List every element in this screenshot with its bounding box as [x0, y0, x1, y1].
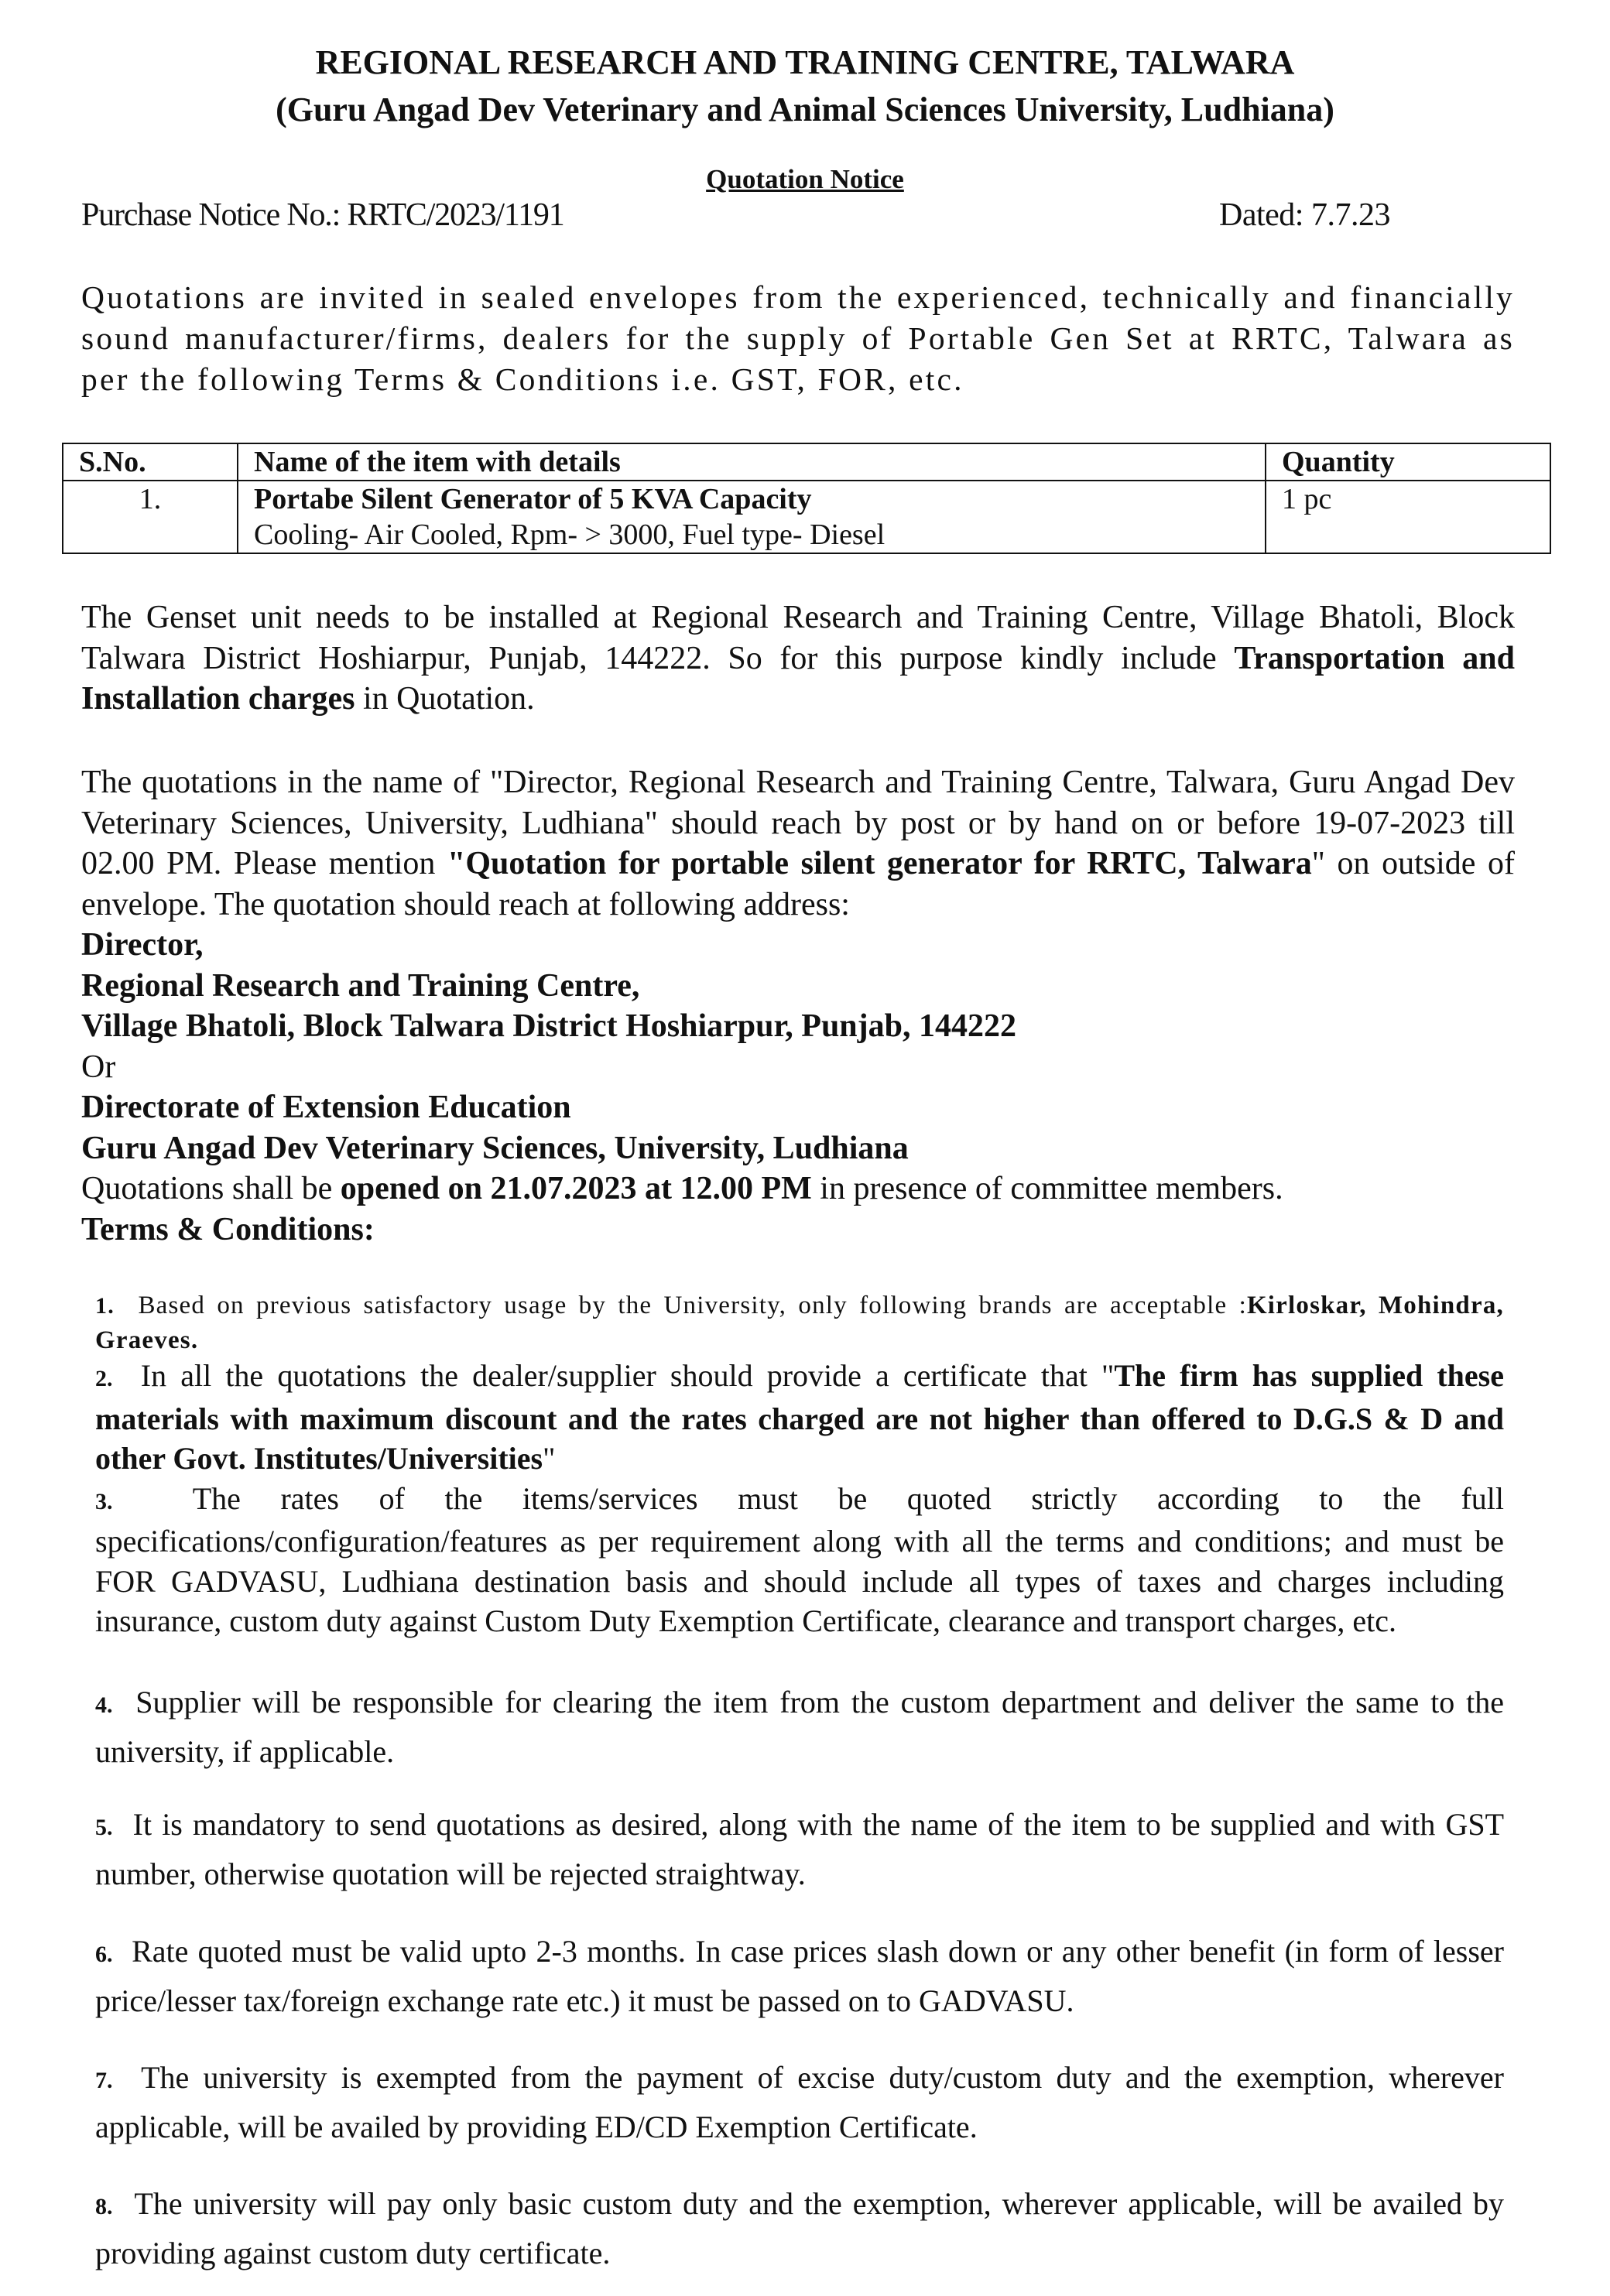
submission-text: The quotations in the name of "Director, Regional Research and Training Centre, Talwara, Guru Angad Dev Veterinary Sciences, University, Ludhiana" should reach by post or by hand on or before 19-07-2023 till 02.00 PM. Please mention: [81, 765, 1515, 881]
term-item: [95, 2181, 1504, 2277]
university-subtitle: (Guru Angad Dev Veterinary and Animal Sciences University, Ludhiana): [276, 91, 1334, 128]
table-row: [63, 481, 1550, 553]
term-tail: ": [543, 1441, 556, 1476]
term-number: 6.: [95, 1942, 113, 1967]
term-item: [95, 1479, 1504, 1641]
items-table: [62, 443, 1551, 554]
header-sno: S.No.: [63, 443, 238, 481]
installation-paragraph: [81, 597, 1515, 720]
cell-sno: 1.: [63, 481, 238, 553]
term-text: Rate quoted must be valid upto 2-3 months. In case prices slash down or any other benefit (in form of lesser price/lesser tax/foreign exchange rate etc.) it must be passed on to GADVASU.: [95, 1934, 1504, 2018]
term-item: [95, 2055, 1504, 2151]
address-line: Regional Research and Training Centre,: [81, 967, 640, 1004]
address-line: Director,: [81, 927, 204, 963]
purchase-notice-number: Purchase Notice No.: RRTC/2023/1191: [81, 197, 564, 233]
installation-tail: in Quotation.: [355, 681, 535, 717]
opening-line: [81, 1169, 1515, 1210]
table-header-row: [63, 443, 1550, 481]
term-bold: The firm has supplied these materials with maximum discount and the rates charged are not higher than offered to D.G.S & D and other Govt. Institutes/Universities: [95, 1358, 1505, 1476]
notice-type-heading: Quotation Notice: [706, 164, 904, 194]
notice-date: Dated: 7.7.23: [1219, 197, 1390, 233]
term-text: The university will pay only basic custom duty and the exemption, wherever applicable, will be availed by providing against custom duty certificate.: [95, 2186, 1504, 2270]
term-number: 8.: [95, 2194, 113, 2219]
submission-tail: " on outside of envelope. The quotation should reach at following address:: [81, 846, 1515, 922]
opening-post: in presence of committee members.: [811, 1171, 1283, 1206]
header-quantity: Quantity: [1266, 443, 1550, 481]
or-separator: Or: [81, 1049, 116, 1085]
opening-pre: Quotations shall be: [81, 1171, 341, 1206]
term-group: [95, 1356, 1504, 1641]
envelope-label-bold: "Quotation for portable silent generator for RRTC, Talwara: [447, 846, 1312, 881]
term-text: The rates of the items/services must be quoted strictly according to the full specifications/configuration/features as per requirement along with all the terms and conditions; and must be FOR GADVASU, Ludhiana destination basis and should include all types of taxes and charges including insurance, custom duty against Custom Duty Exemption Certificate, clearance and transport charges, etc.: [95, 1480, 1505, 1638]
item-name: Portabe Silent Generator of 5 KVA Capacity: [254, 483, 812, 515]
term-item: [95, 1802, 1504, 1897]
term-number: 2.: [95, 1366, 113, 1391]
submission-section: [81, 762, 1515, 1250]
header-item-name: Name of the item with details: [238, 443, 1266, 481]
term-number: 7.: [95, 2068, 113, 2093]
term-number: 3.: [95, 1488, 113, 1514]
address-line: Guru Angad Dev Veterinary Sciences, University, Ludhiana: [81, 1130, 909, 1166]
term-text: In all the quotations the dealer/supplier should provide a certificate that ": [140, 1358, 1115, 1393]
cell-item: [238, 481, 1266, 553]
address-line: Directorate of Extension Education: [81, 1090, 571, 1125]
term-bold: Kirloskar, Mohindra, Graeves.: [95, 1292, 1504, 1354]
term-number: 4.: [95, 1692, 113, 1718]
term-number: 5.: [95, 1815, 113, 1840]
installation-bold: Transportation and Installation charges: [81, 640, 1515, 717]
submission-paragraph: [81, 762, 1515, 925]
term-item: [95, 1679, 1504, 1775]
term-item: [95, 1356, 1504, 1479]
institution-title: REGIONAL RESEARCH AND TRAINING CENTRE, TALWARA: [315, 43, 1295, 81]
term-text: Based on previous satisfactory usage by the University, only following brands are acceptable :: [138, 1292, 1247, 1319]
opening-bold: opened on 21.07.2023 at 12.00 PM: [340, 1171, 812, 1206]
cell-quantity: 1 pc: [1266, 481, 1550, 553]
item-details: Cooling- Air Cooled, Rpm- > 3000, Fuel type- Diesel: [254, 518, 886, 551]
installation-text: The Genset unit needs to be installed at Regional Research and Training Centre, Village Bhatoli, Block Talwara District Hoshiarpur, Punjab, 144222. So for this purpose kindly include: [81, 600, 1515, 676]
term-text: Supplier will be responsible for clearing the item from the custom department and deliver the same to the university, if applicable.: [95, 1685, 1505, 1769]
term-text: The university is exempted from the payment of excise duty/custom duty and the exemption, wherever applicable, will be availed by providing ED/CD Exemption Certificate.: [95, 2060, 1505, 2144]
address-line: Village Bhatoli, Block Talwara District Hoshiarpur, Punjab, 144222: [81, 1008, 1017, 1044]
term-item: [95, 1928, 1504, 2024]
intro-paragraph: Quotations are invited in sealed envelopes from the experienced, technically and financially sound manufacturer/firms, dealers for the supply of Portable Gen Set at RRTC, Talwara as per the following Terms & Conditions i.e. GST, FOR, etc.: [81, 279, 1515, 397]
terms-heading: Terms & Conditions:: [81, 1211, 375, 1247]
term-number: 1.: [95, 1293, 115, 1319]
term-item: [95, 1288, 1504, 1358]
term-text: It is mandatory to send quotations as desired, along with the name of the item to be supplied and with GST number, otherwise quotation will be rejected straightway.: [95, 1807, 1505, 1891]
